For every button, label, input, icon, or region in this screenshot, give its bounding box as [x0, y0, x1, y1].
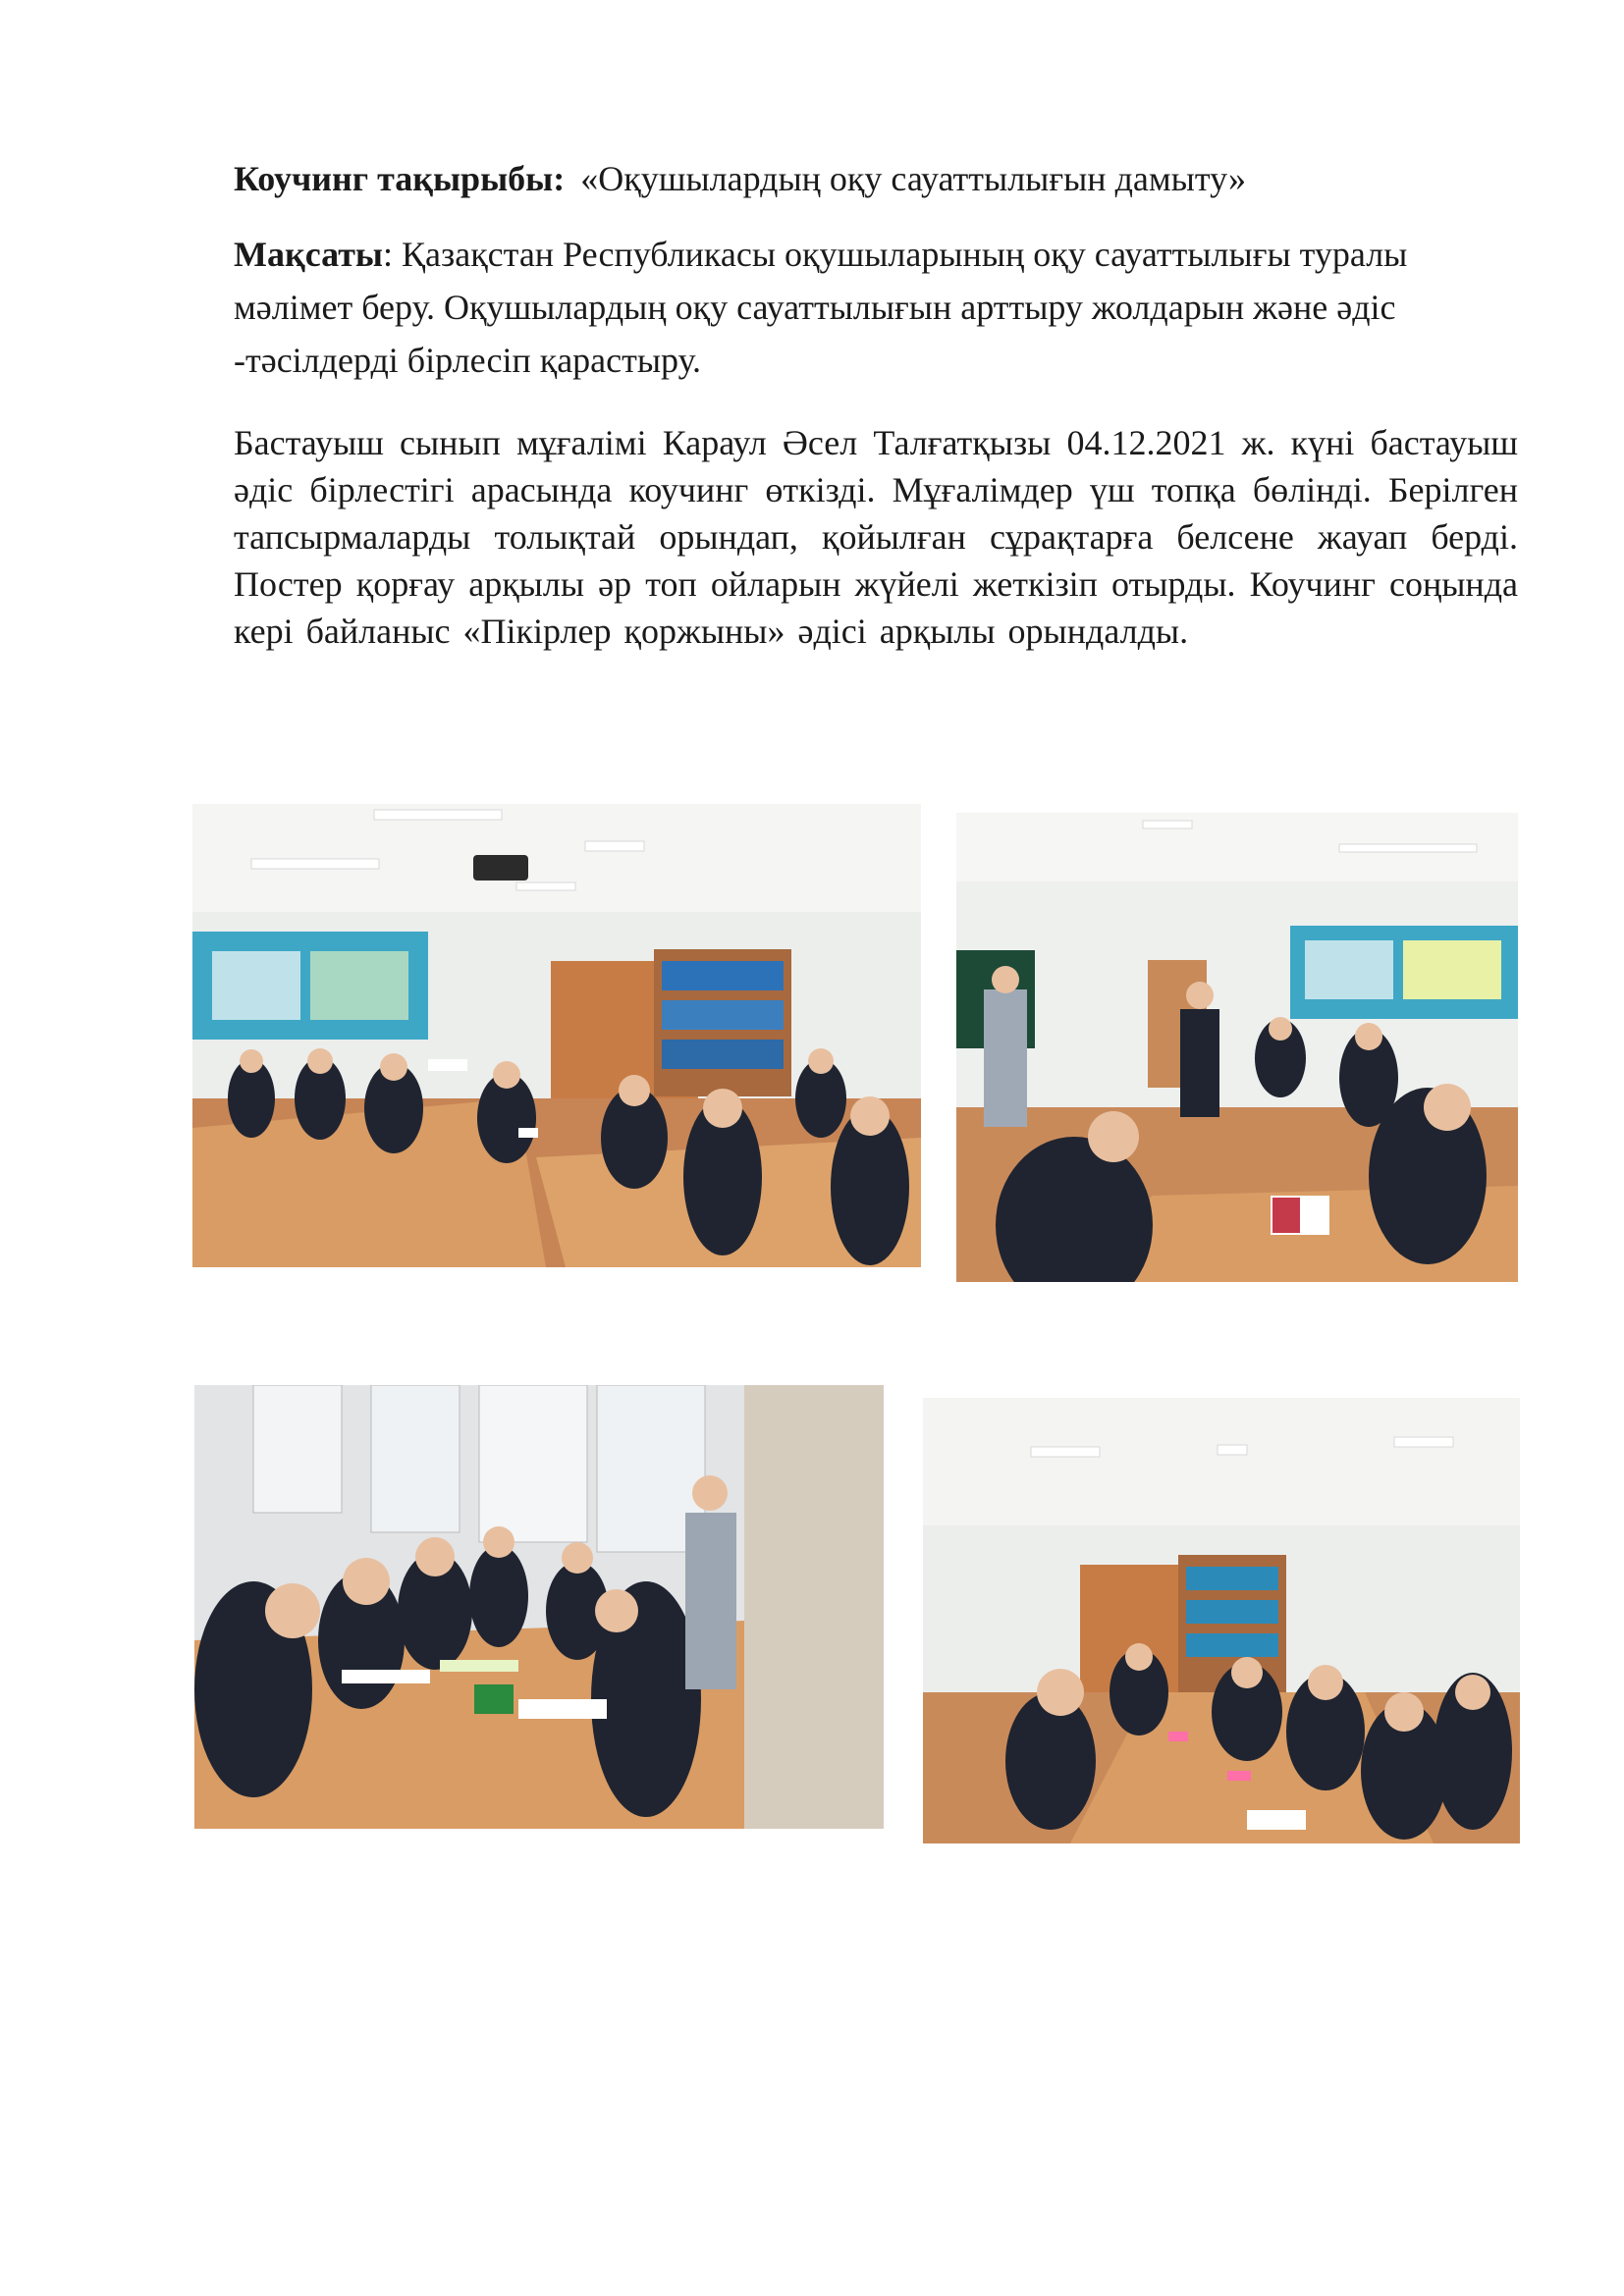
- event-description: Бастауыш сынып мұғалімі Караул Әсел Талғатқызы 04.12.2021 ж. күні бастауыш әдіс бірлестігі арасында коучинг өткізді. Мұғалімдер үш топқа бөлінді. Берілген тапсырмаларды толықтай орындап, қойылған сұрақтарға белсене жауап берді. Постер қорғау арқылы әр топ ойларын жүйелі жеткізіп отырды. Коучинг соңында кері байланыс «Пікірлер қоржыны» әдісі арқылы орындалды.: [234, 423, 1518, 651]
- classroom-photo-2-image: [956, 813, 1518, 1282]
- classroom-photo-1-image: [192, 804, 921, 1267]
- group-work-photo-2-image: [923, 1398, 1520, 1843]
- group-work-photo-2: [923, 1398, 1520, 1843]
- group-work-photo-1-image: [194, 1385, 884, 1829]
- goal-text: : Қазақстан Республикасы оқушыларының оқу сауаттылығы туралы мәлімет беру. Оқушылардың оқу сауаттылығын арттыру жолдарын және әдіс -тәсілдерді бірлесіп қарастыру.: [234, 235, 1408, 380]
- topic-label: Коучинг тақырыбы:: [234, 159, 566, 198]
- classroom-photo-2: [956, 813, 1518, 1282]
- topic-text: «Оқушылардың оқу сауаттылығын дамыту»: [580, 159, 1246, 198]
- group-work-photo-1: [194, 1385, 884, 1829]
- coaching-goal: [234, 228, 1520, 387]
- goal-label: Мақсаты: [234, 235, 383, 274]
- classroom-photo-1: [192, 804, 921, 1267]
- coaching-topic: [234, 155, 1510, 202]
